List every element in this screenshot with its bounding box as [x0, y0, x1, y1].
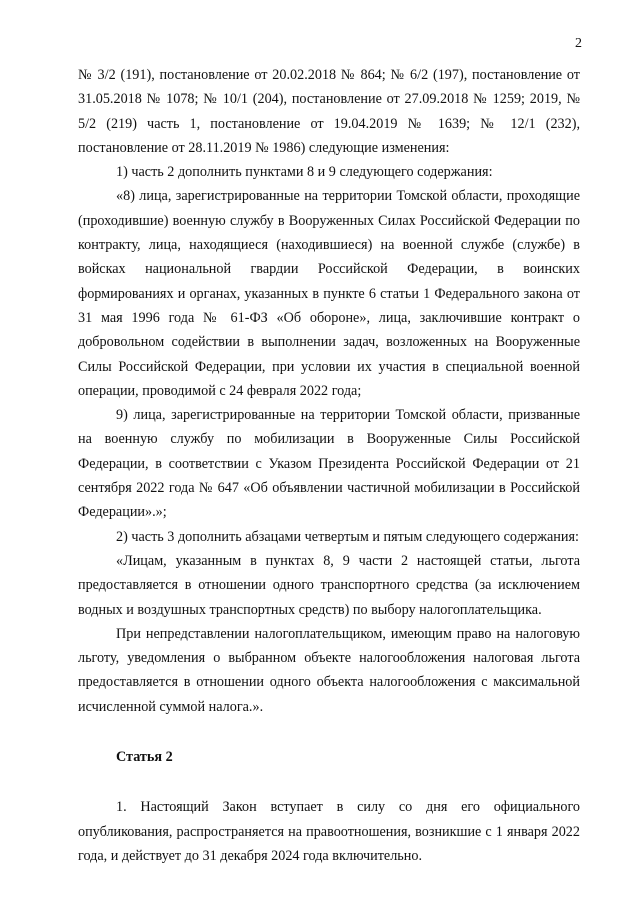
article-heading: Статья 2 [116, 749, 173, 766]
paragraph-part2-intro: 1) часть 2 дополнить пунктами 8 и 9 следующего содержания: [116, 164, 493, 181]
paragraph-item-9: 9) лица, зарегистрированные на территории Томской области, призванные на военную службу по мобилизации в Вооруженные Силы Российской Федерации, в соответствии с Указом Президента Российской Федерации от 21 сентября 2022 года № 647 «Об объявлении частичной мобилизации в Российской Федерации».»; [78, 407, 580, 521]
paragraph-item-8: «8) лица, зарегистрированные на территории Томской области, проходящие (проходившие) военную службу в Вооруженных Силах Российской Федерации по контракту, лица, находящиеся (находившиеся) на военной службе (службе) в войсках национальной гвардии Российской Федерации, в воинских формированиях и органах, указанных в пункте 6 статьи 1 Федерального закона от 31 мая 1996 года № 61-ФЗ «Об обороне», лица, заключившие контракт о добровольном содействии в выполнении задач, возложенных на Вооруженные Силы Российской Федерации, при условии их участия в специальной военной операции, проводимой с 24 февраля 2022 года; [78, 188, 580, 399]
page-number: 2 [575, 36, 582, 51]
paragraph-part3-intro: 2) часть 3 дополнить абзацами четвертым и пятым следующего содержания: [116, 528, 579, 545]
spacer [78, 719, 580, 745]
paragraph-benefit-one-vehicle: «Лицам, указанным в пунктах 8, 9 части 2 настоящей статьи, льгота предоставляется в отношении одного транспортного средства (за исключением водных и воздушных транспортных средств) по выбору налогоплательщика. [78, 552, 580, 618]
paragraph-article2-item1: 1. Настоящий Закон вступает в силу со дня его официального опубликования, распространяется на правоотношения, возникшие с 1 января 2022 года, и действует до 31 декабря 2024 года включительно. [78, 799, 580, 864]
document-body [78, 63, 580, 868]
paragraph-amendments-list: № 3/2 (191), постановление от 20.02.2018 № 864; № 6/2 (197), постановление от 31.05.2018 № 1078; № 10/1 (204), постановление от 27.09.2018 № 1259; 2019, № 5/2 (219) часть 1, постановление от 19.04.2019 № 1639; № 12/1 (232), постановление от 28.11.2019 № 1986) следующие изменения: [78, 67, 580, 156]
spacer [78, 769, 580, 795]
paragraph-benefit-max-tax: При непредставлении налогоплательщиком, имеющим право на налоговую льготу, уведомления о выбранном объекте налогообложения налоговая льгота предоставляется в отношении одного объекта налогообложения с максимальной исчисленной суммой налога.». [78, 625, 580, 715]
